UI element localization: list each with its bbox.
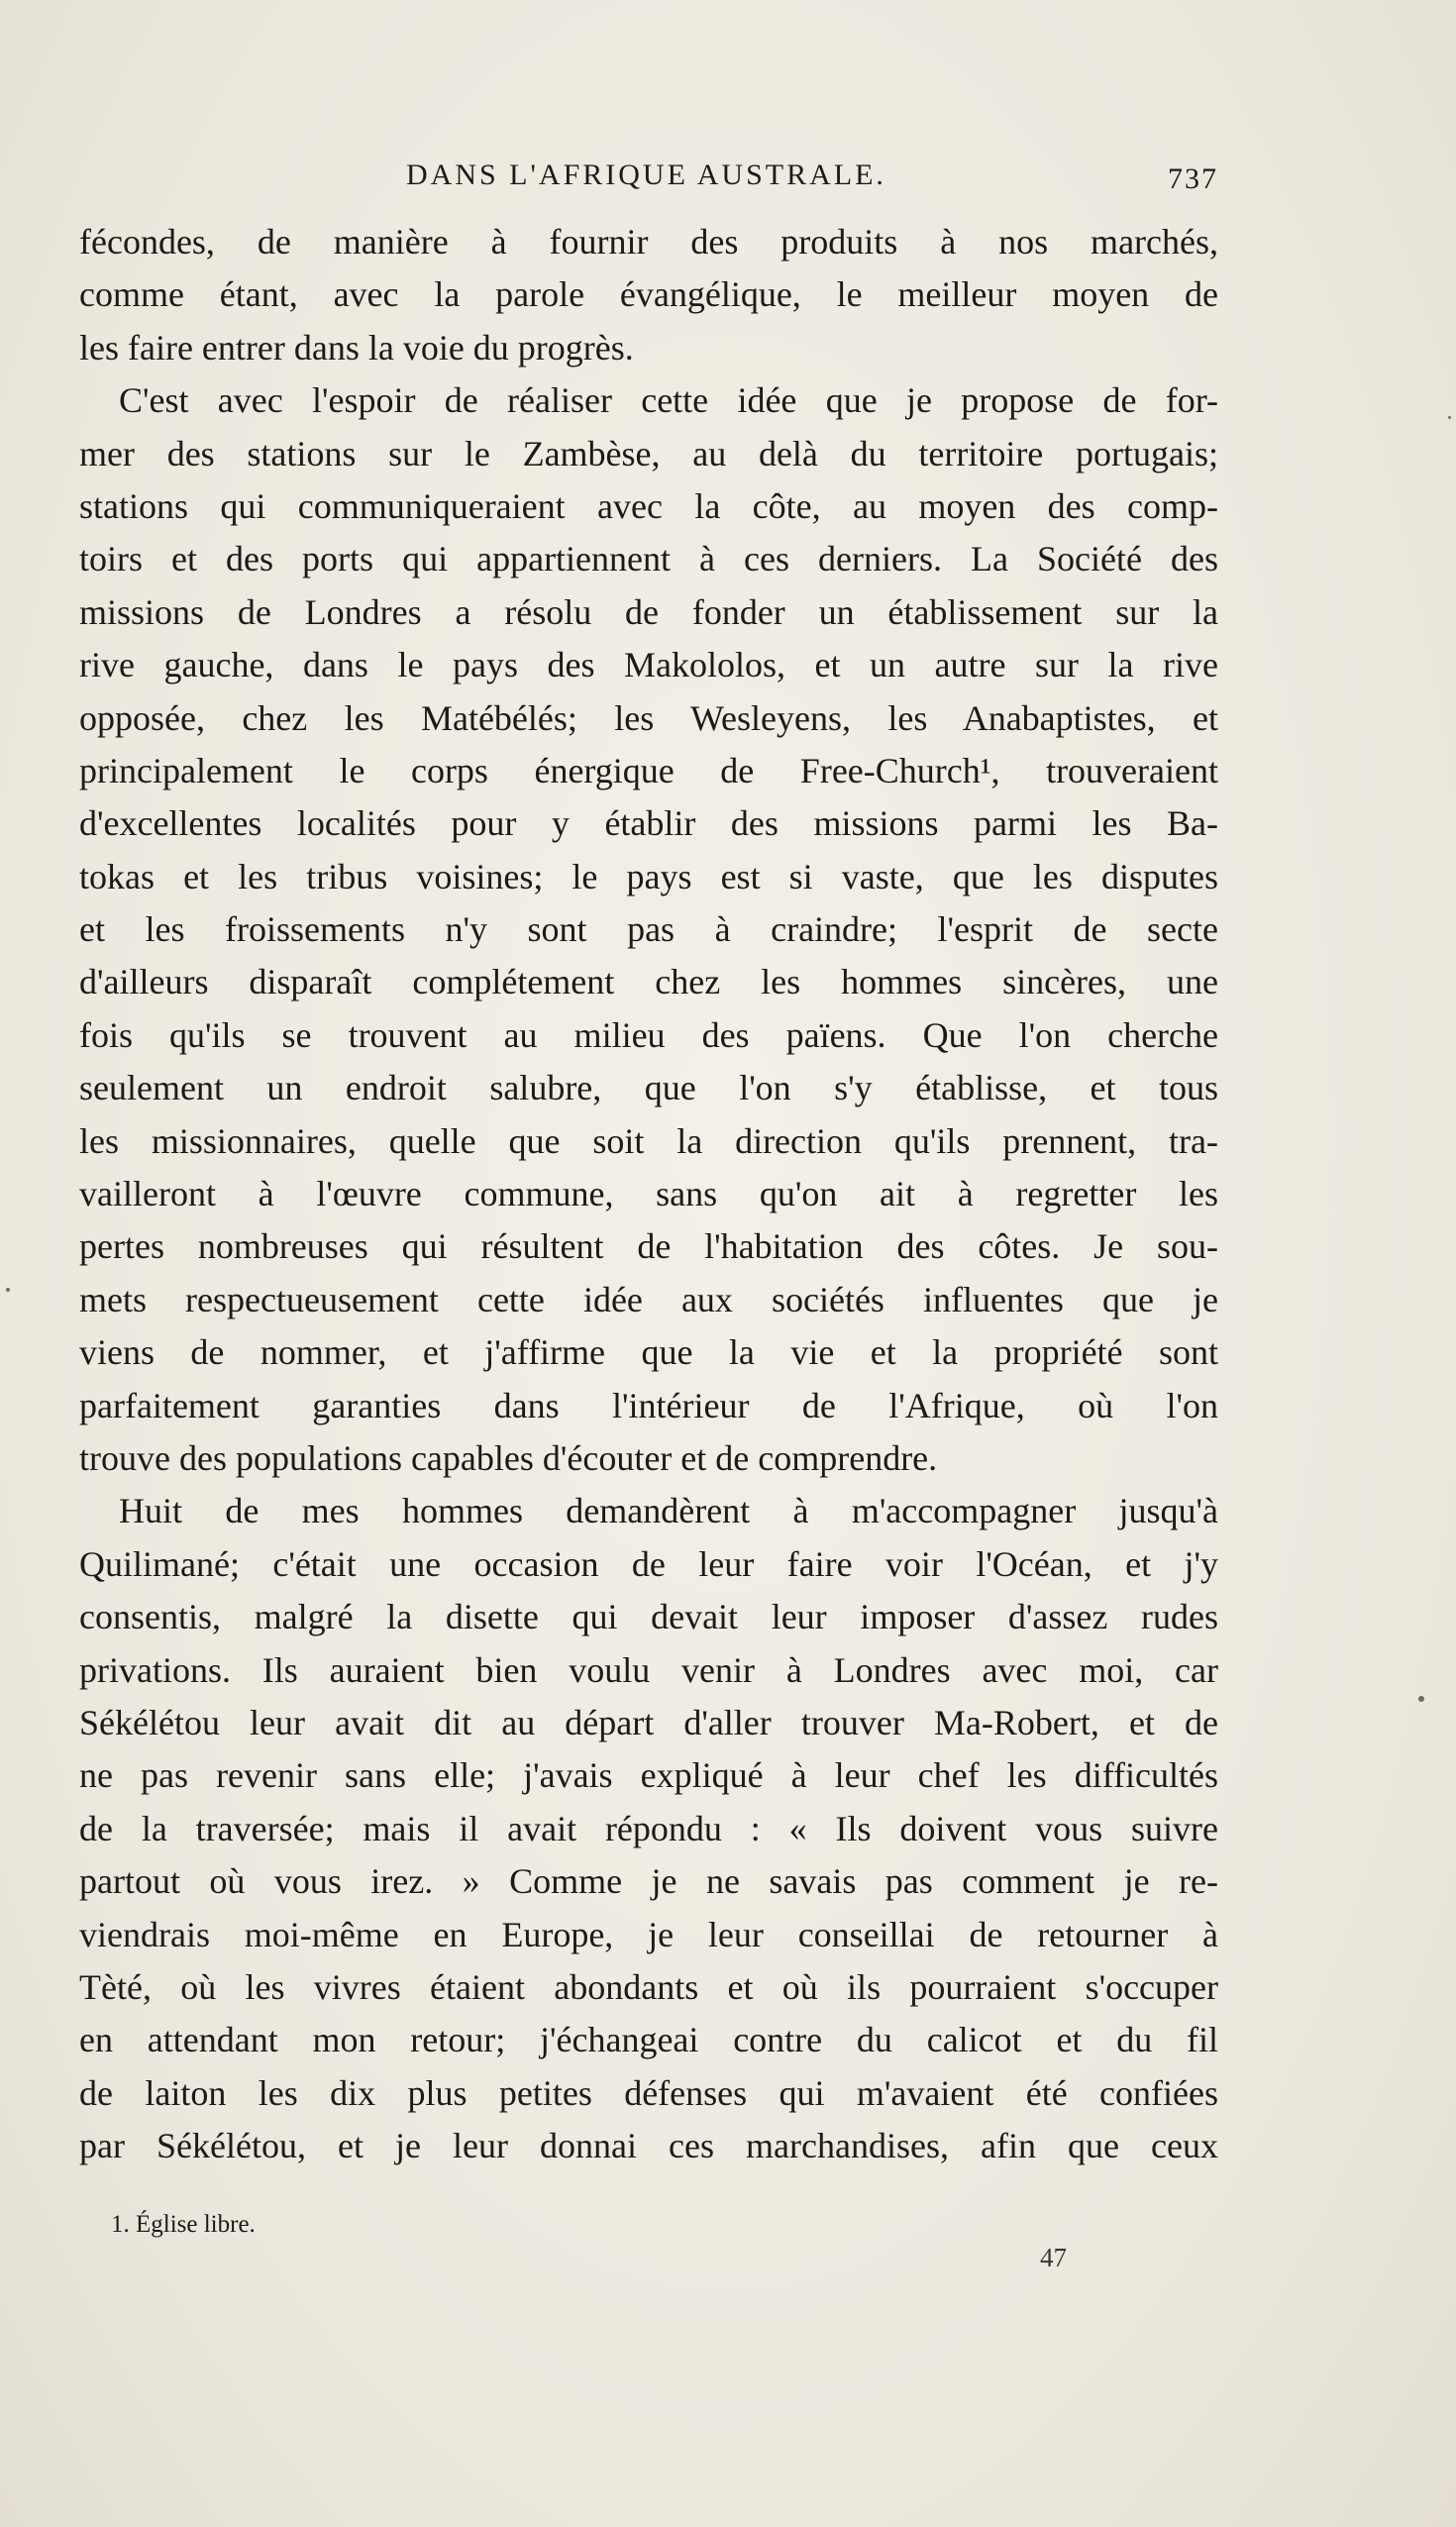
text-line: fois qu'ils se trouvent au milieu des païens. Que l'on cherche [79,1014,1218,1055]
text-line: viendrais moi-même en Europe, je leur conseillai de retourner à [79,1914,1218,1954]
text-line: privations. Ils auraient bien voulu venir à Londres avec moi, car [79,1649,1218,1690]
text-line: seulement un endroit salubre, que l'on s'y établisse, et tous [79,1068,1218,1108]
text-line: fécondes, de manière à fournir des produits à nos marchés, [79,222,1218,262]
text-line: Huit de mes hommes demandèrent à m'accompagner jusqu'à [119,1491,1218,1531]
text-line: ne pas revenir sans elle; j'avais expliqué à leur chef les difficultés [79,1755,1218,1796]
text-line: de laiton les dix plus petites défenses qui m'avaient été confiées [79,2072,1218,2113]
text-line: pertes nombreuses qui résultent de l'habitation des côtes. Je sou- [79,1226,1218,1267]
text-line: vailleront à l'œuvre commune, sans qu'on ait à regretter les [79,1174,1218,1214]
text-line: d'ailleurs disparaît complétement chez les hommes sincères, une [79,962,1218,1002]
running-head: DANS L'AFRIQUE AUSTRALE. [406,158,886,191]
text-line: Tèté, où les vivres étaient abondants et où ils pourraient s'occuper [79,1966,1218,2007]
page-header [79,158,1218,208]
text-line: Sékélétou leur avait dit au départ d'aller trouver Ma-Robert, et de [79,1702,1218,1742]
text-line: et les froissements n'y sont pas à craindre; l'esprit de secte [79,909,1218,950]
text-line: de la traversée; mais il avait répondu : « Ils doivent vous suivre [79,1808,1218,1848]
paper-speck [1418,1696,1424,1702]
text-line: parfaitement garanties dans l'intérieur de l'Afrique, où l'on [79,1385,1218,1425]
text-line: viens de nommer, et j'affirme que la vie et la propriété sont [79,1332,1218,1373]
text-line: trouve des populations capables d'écouter et de comprendre. [79,1437,938,1478]
text-line: missions de Londres a résolu de fonder un établissement sur la [79,591,1218,632]
text-line: mets respectueusement cette idée aux sociétés influentes que je [79,1279,1218,1319]
text-line: partout où vous irez. » Comme je ne savais pas comment je re- [79,1861,1218,1902]
text-line: mer des stations sur le Zambèse, au delà du territoire portugais; [79,433,1218,474]
text-line: Quilimané; c'était une occasion de leur faire voir l'Océan, et j'y [79,1543,1218,1584]
text-line: principalement le corps énergique de Free-Church¹, trouveraient [79,750,1218,790]
page-number: 737 [1168,162,1218,195]
text-line: rive gauche, dans le pays des Makololos, et un autre sur la rive [79,645,1218,685]
signature-mark: 47 [1040,2243,1067,2272]
text-line: stations qui communiqueraient avec la côte, au moyen des comp- [79,485,1218,526]
body-text [79,216,1218,2172]
text-line: consentis, malgré la disette qui devait leur imposer d'assez rudes [79,1597,1218,1637]
paper-speck [6,1288,10,1292]
text-line: tokas et les tribus voisines; le pays est si vaste, que les disputes [79,856,1218,896]
footnote: 1. Église libre. [111,2211,256,2238]
text-line: opposée, chez les Matébélés; les Wesleyens, les Anabaptistes, et [79,697,1218,738]
paper-speck [1448,416,1451,419]
text-line: les missionnaires, quelle que soit la direction qu'ils prennent, tra- [79,1120,1218,1161]
text-line: comme étant, avec la parole évangélique, le meilleur moyen de [79,274,1218,315]
text-line: par Sékélétou, et je leur donnai ces marchandises, afin que ceux [79,2126,1218,2166]
text-line: toirs et des ports qui appartiennent à ces derniers. La Société des [79,539,1218,579]
text-line: les faire entrer dans la voie du progrès. [79,327,634,368]
text-line: d'excellentes localités pour y établir des missions parmi les Ba- [79,803,1218,844]
text-line: en attendant mon retour; j'échangeai contre du calicot et du fil [79,2020,1218,2060]
text-line: C'est avec l'espoir de réaliser cette idée que je propose de for- [119,380,1218,421]
